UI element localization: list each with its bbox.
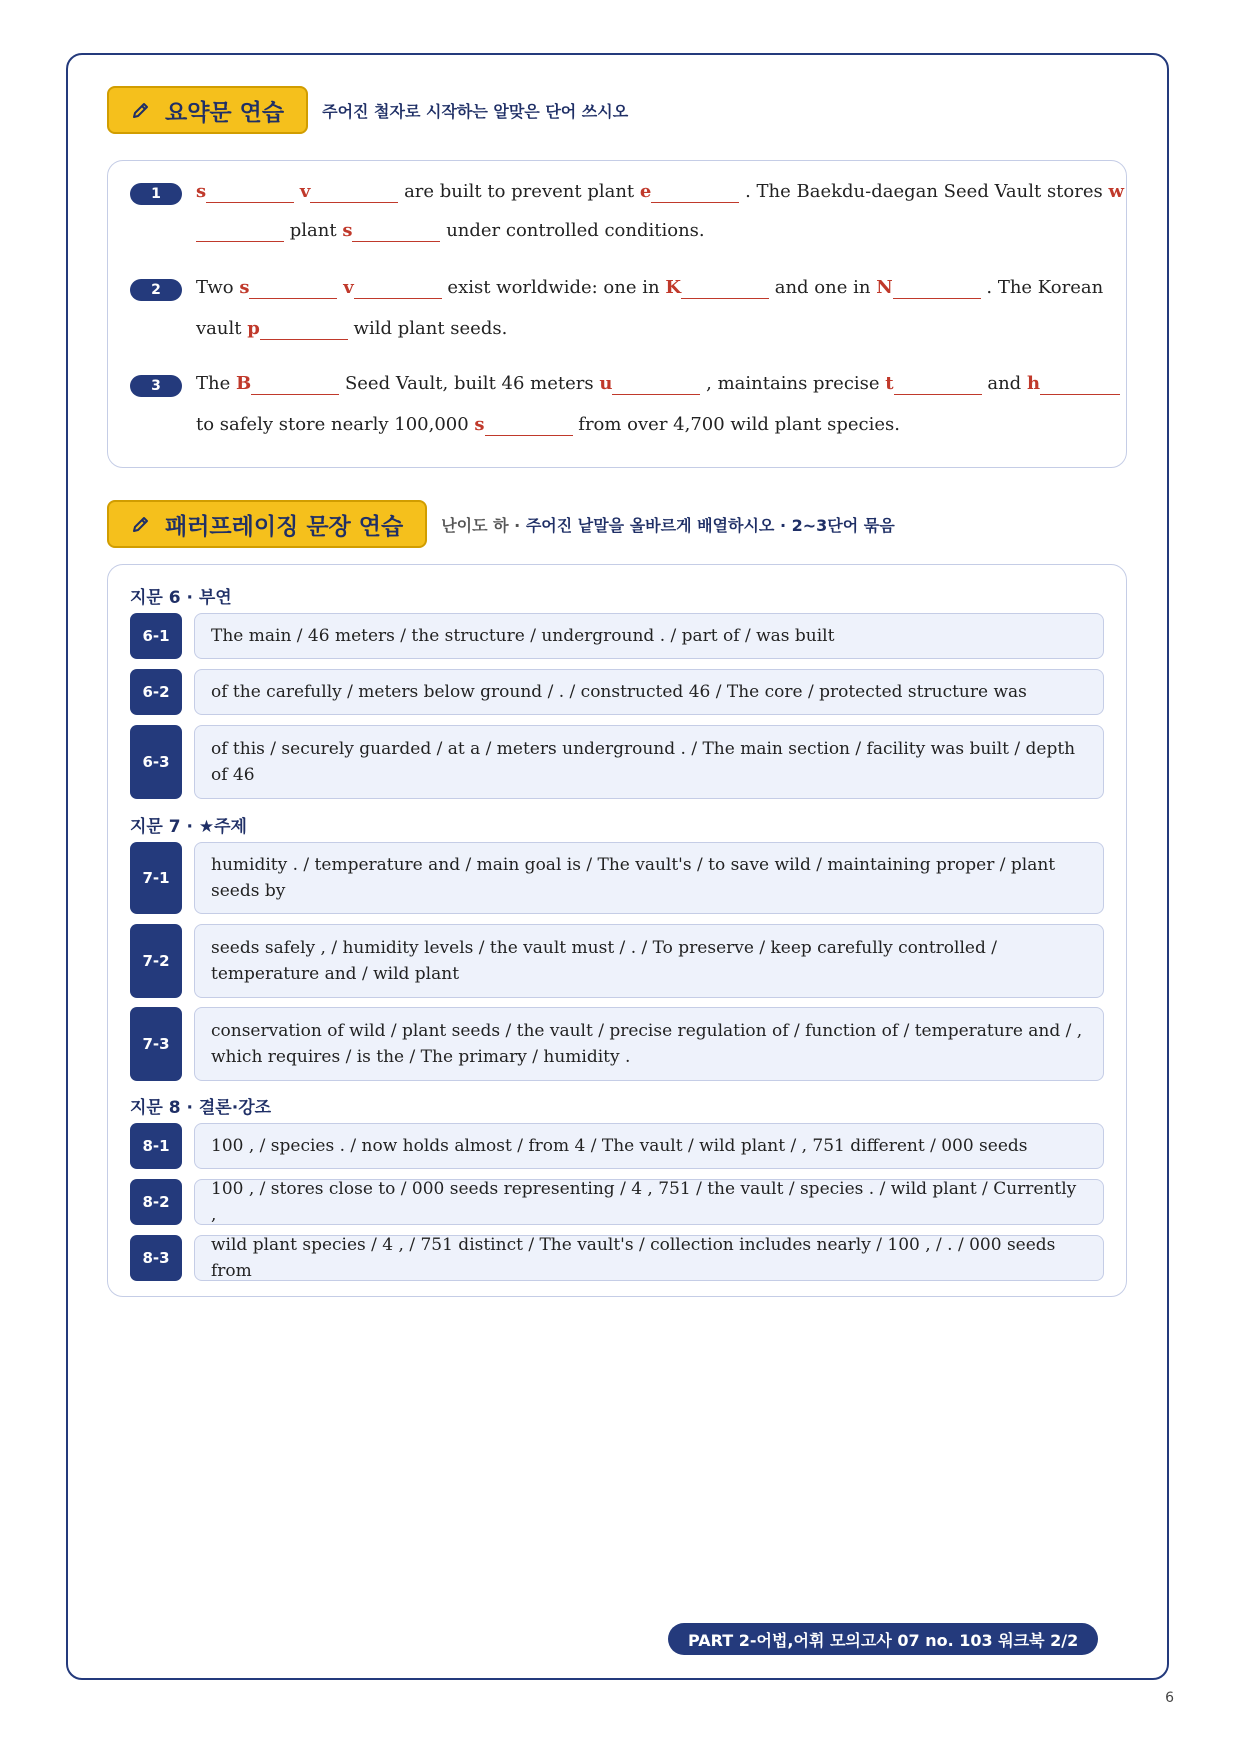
paraphrase-row — [130, 613, 1104, 659]
word-chunks: conservation of wild / plant seeds / the vault / precise regulation of / function of / temperature and / , which requires / is the / The primary / humidity . — [194, 1007, 1104, 1081]
summary-badge — [107, 86, 308, 134]
hint-letter: e — [639, 181, 652, 202]
hint-letter: w — [1108, 181, 1124, 202]
sentence-text: from over 4,700 wild plant species. — [578, 414, 900, 435]
hint-letter: p — [247, 318, 260, 339]
answer-blank[interactable] — [612, 372, 700, 395]
word-chunks: of this / securely guarded / at a / meters underground . / The main section / facility was built / depth of 46 — [194, 725, 1104, 799]
summary-line — [196, 218, 705, 244]
hint-letter: h — [1026, 373, 1041, 394]
group-title: 지문 6 · 부연 — [130, 588, 232, 608]
hint-letter: t — [885, 373, 894, 394]
hint-letter: s — [196, 181, 207, 202]
row-number: 6-3 — [130, 725, 182, 799]
word-chunks: wild plant species / 4 , / 751 distinct / The vault's / collection includes nearly / 100 , / . / 000 seeds from — [194, 1235, 1104, 1281]
group-title: 지문 8 · 결론·강조 — [130, 1098, 272, 1118]
word-chunks: 100 , / stores close to / 000 seeds representing / 4 , 751 / the vault / species . / wild plant / Currently , — [194, 1179, 1104, 1225]
sentence-text: and one in — [774, 277, 871, 298]
answer-blank[interactable] — [310, 180, 398, 203]
answer-blank[interactable] — [894, 372, 982, 395]
summary-box — [107, 160, 1127, 468]
row-number: 7-3 — [130, 1007, 182, 1081]
paraphrase-section-header — [107, 500, 895, 548]
difficulty-level: 난이도 하 · — [441, 515, 521, 535]
hint-letter: K — [665, 277, 681, 298]
paraphrase-title: 패러프레이징 문장 연습 — [165, 513, 404, 540]
summary-line — [196, 316, 507, 342]
row-number: 8-1 — [130, 1123, 182, 1169]
answer-blank[interactable] — [893, 276, 981, 299]
sentence-text: under controlled conditions. — [446, 220, 705, 241]
summary-title: 요약문 연습 — [165, 99, 285, 126]
paraphrase-row — [130, 1235, 1104, 1281]
sentence-text: vault — [196, 318, 242, 339]
answer-blank[interactable] — [196, 219, 284, 242]
row-number: 8-2 — [130, 1179, 182, 1225]
hint-letter: N — [876, 277, 893, 298]
paraphrase-row — [130, 725, 1104, 799]
paraphrase-row — [130, 669, 1104, 715]
sentence-text: , maintains precise — [706, 373, 880, 394]
sentence-text: to safely store nearly 100,000 — [196, 414, 469, 435]
paraphrase-instruction-text: 주어진 낱말을 올바르게 배열하시오 · 2~3단어 묶음 — [525, 515, 895, 535]
hint-letter: s — [239, 277, 250, 298]
answer-blank[interactable] — [1040, 372, 1120, 395]
row-number: 7-2 — [130, 924, 182, 998]
paraphrase-row — [130, 1123, 1104, 1169]
footer-label: PART 2-어법,어휘 모의고사 07 no. 103 워크북 2/2 — [668, 1623, 1098, 1655]
paraphrase-row — [130, 924, 1104, 998]
summary-instruction: 주어진 철자로 시작하는 알맞은 단어 쓰시오 — [322, 101, 629, 121]
word-chunks: The main / 46 meters / the structure / underground . / part of / was built — [194, 613, 1104, 659]
row-number: 7-1 — [130, 842, 182, 914]
answer-blank[interactable] — [251, 372, 339, 395]
hint-letter: s — [342, 220, 353, 241]
page-number: 6 — [1165, 1690, 1174, 1706]
paraphrase-instruction — [441, 513, 894, 536]
answer-blank[interactable] — [249, 276, 337, 299]
sentence-text: wild plant seeds. — [353, 318, 508, 339]
paraphrase-row — [130, 842, 1104, 914]
pencil-icon — [131, 100, 151, 120]
group-title: 지문 7 · ★주제 — [130, 817, 247, 837]
summary-line — [196, 275, 1103, 301]
sentence-text: . The Baekdu-daegan Seed Vault stores — [745, 181, 1103, 202]
word-chunks: 100 , / species . / now holds almost / from 4 / The vault / wild plant / , 751 different / 000 seeds — [194, 1123, 1104, 1169]
sentence-text: plant — [289, 220, 337, 241]
answer-blank[interactable] — [352, 219, 440, 242]
hint-letter: u — [599, 373, 613, 394]
word-chunks: seeds safely , / humidity levels / the vault must / . / To preserve / keep carefully controlled / temperature and / wild plant — [194, 924, 1104, 998]
item-number: 1 — [130, 183, 182, 205]
sentence-text: Two — [196, 277, 234, 298]
paraphrase-box — [107, 564, 1127, 1297]
item-number: 2 — [130, 279, 182, 301]
item-number: 3 — [130, 375, 182, 397]
hint-letter: v — [299, 181, 311, 202]
sentence-text: . The Korean — [986, 277, 1104, 298]
sentence-text: exist worldwide: one in — [447, 277, 660, 298]
answer-blank[interactable] — [681, 276, 769, 299]
paraphrase-row — [130, 1179, 1104, 1225]
hint-letter: s — [474, 414, 485, 435]
sentence-text: The — [196, 373, 231, 394]
answer-blank[interactable] — [651, 180, 739, 203]
sentence-text: Seed Vault, built 46 meters — [344, 373, 594, 394]
hint-letter: v — [343, 277, 354, 298]
hint-letter: B — [236, 373, 252, 394]
answer-blank[interactable] — [206, 180, 294, 203]
row-number: 8-3 — [130, 1235, 182, 1281]
answer-blank[interactable] — [260, 317, 348, 340]
answer-blank[interactable] — [485, 413, 573, 436]
pencil-icon — [131, 514, 151, 534]
paraphrase-badge — [107, 500, 427, 548]
row-number: 6-2 — [130, 669, 182, 715]
summary-line — [196, 179, 1124, 205]
word-chunks: of the carefully / meters below ground / . / constructed 46 / The core / protected structure was — [194, 669, 1104, 715]
paraphrase-row — [130, 1007, 1104, 1081]
summary-line — [196, 371, 1120, 397]
row-number: 6-1 — [130, 613, 182, 659]
sentence-text: and — [987, 373, 1022, 394]
summary-line — [196, 412, 900, 438]
summary-section-header — [107, 86, 628, 134]
answer-blank[interactable] — [354, 276, 442, 299]
sentence-text: are built to prevent plant — [404, 181, 635, 202]
word-chunks: humidity . / temperature and / main goal is / The vault's / to save wild / maintaining proper / plant seeds by — [194, 842, 1104, 914]
